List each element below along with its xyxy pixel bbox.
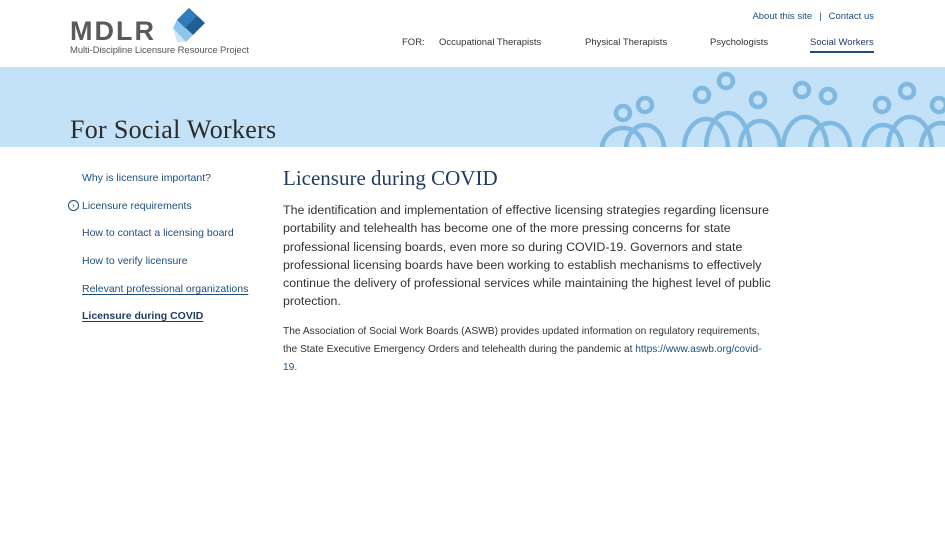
main-nav	[0, 37, 945, 57]
sidebar-item-label: Licensure requirements	[82, 199, 192, 212]
logo-subtitle: Multi-Discipline Licensure Resource Project	[70, 45, 249, 56]
page-banner	[0, 67, 945, 147]
utility-separator: |	[819, 11, 822, 22]
sidebar-item-why-licensure[interactable]	[68, 170, 268, 198]
main-content	[283, 166, 773, 378]
aswb-text-end: .	[294, 362, 298, 374]
section-heading: Licensure during COVID	[283, 166, 498, 190]
contact-link[interactable]: Contact us	[828, 11, 874, 22]
sidebar-nav	[68, 170, 268, 336]
sidebar-item-label: Licensure during COVID	[82, 310, 204, 323]
sidebar-item-contact-board[interactable]	[68, 225, 268, 253]
nav-psychologists[interactable]: Psychologists	[710, 37, 769, 48]
sidebar-item-verify-licensure[interactable]	[68, 253, 268, 281]
sidebar-item-professional-organizations[interactable]	[68, 281, 268, 309]
nav-physical-therapists[interactable]: Physical Therapists	[585, 37, 668, 48]
nav-occupational-therapists[interactable]: Occupational Therapists	[439, 37, 542, 48]
sidebar-item-licensure-requirements[interactable]	[68, 198, 268, 226]
sidebar-item-licensure-covid[interactable]	[68, 308, 268, 336]
nav-social-workers[interactable]: Social Workers	[810, 37, 874, 48]
site-header	[0, 0, 945, 67]
sidebar-item-label: How to contact a licensing board	[82, 227, 234, 240]
utility-nav	[752, 11, 874, 22]
aswb-paragraph	[283, 323, 773, 378]
page-title: For Social Workers	[70, 115, 277, 144]
people-group-icon	[590, 67, 945, 147]
aswb-text: The Association of Social Work Boards (ASWB) provides updated information on regulatory requirements, the State Executive Emergency Orders and telehealth during the pandemic at	[283, 325, 760, 356]
chevron-right-circle-icon: ›	[68, 200, 79, 211]
lead-paragraph: The identification and implementation of effective licensing strategies regarding licensure portability and telehealth has become one of the more pressing concerns for state professional licensing boards, even more so during COVID-19. Governors and state professional licensing boards have been working to establish mechanisms to effectively continue the delivery of professional services while maintaining the highest level of public protection.	[283, 203, 771, 309]
sidebar-item-label: Why is licensure important?	[82, 172, 211, 184]
sidebar-item-label: How to verify licensure	[82, 255, 188, 268]
sidebar-item-label: Relevant professional organizations	[82, 282, 249, 295]
logo-wordmark: MDLR	[70, 16, 156, 46]
about-link[interactable]: About this site	[752, 11, 813, 22]
aswb-covid-link[interactable]: https://www.aswb.org/covid-19	[283, 344, 762, 374]
nav-for-label: FOR:	[402, 37, 425, 48]
